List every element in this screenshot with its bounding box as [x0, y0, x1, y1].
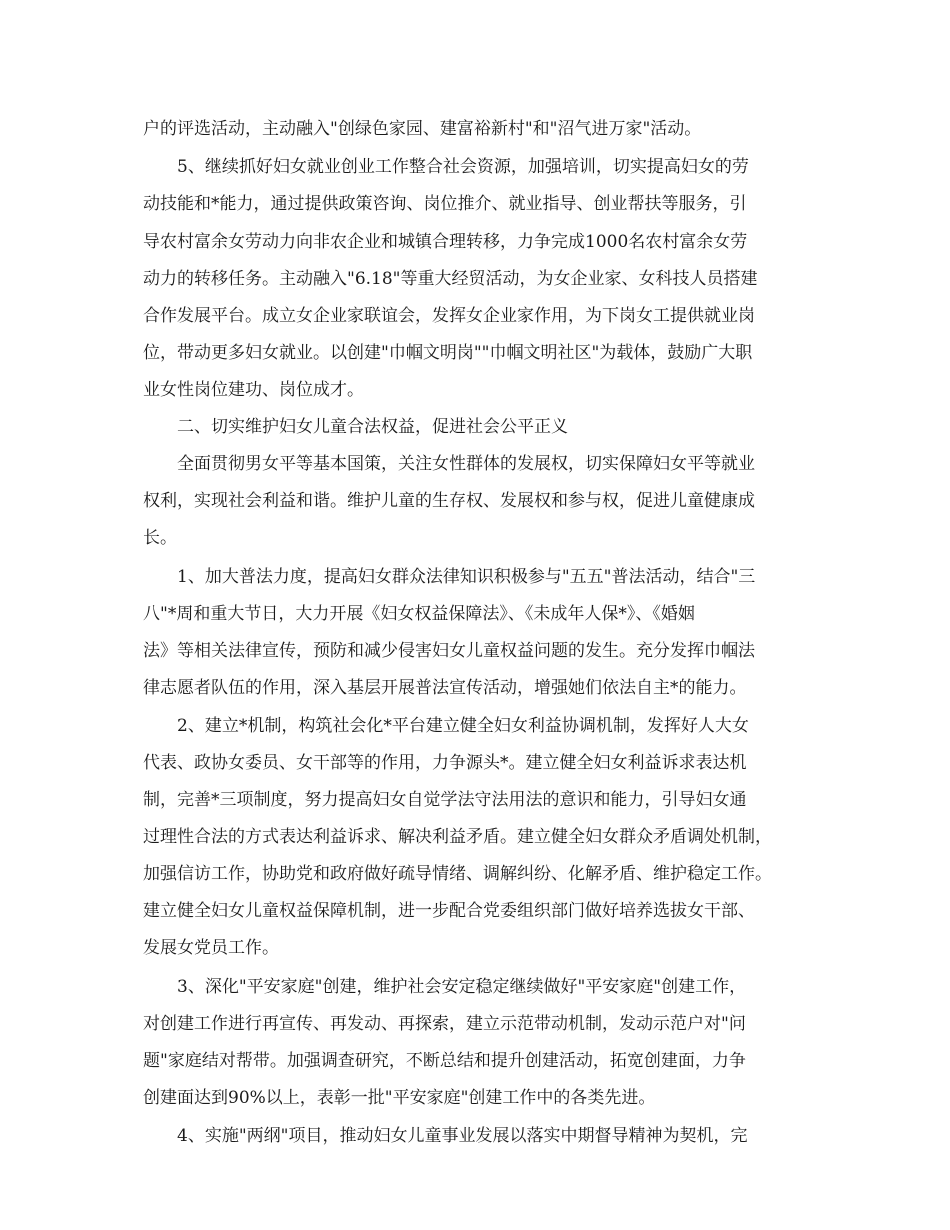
text-line: 法》等相关法律宣传，预防和减少侵害妇女儿童权益问题的发生。充分发挥巾帼法	[143, 641, 755, 661]
text-line: 代表、政协女委员、女干部等的作用，力争源头*。建立健全妇女利益诉求表达机	[143, 753, 747, 773]
text-line: 导农村富余女劳动力向非农企业和城镇合理转移，力争完成1000名农村富余女劳	[143, 232, 748, 252]
text-line: 2、建立*机制，构筑社会化*平台建立健全妇女利益协调机制，发挥好人大女	[177, 716, 749, 736]
text-line: 动技能和*能力，通过提供政策咨询、岗位推介、就业指导、创业帮扶等服务，引	[143, 194, 747, 214]
text-line: 制，完善*三项制度，努力提高妇女自觉学法守法用法的意识和能力，引导妇女通	[143, 790, 747, 810]
text-line: 位，带动更多妇女就业。以创建"巾帼文明岗""巾帼文明社区"为载体，鼓励广大职	[143, 343, 753, 363]
text-line: 动力的转移任务。主动融入"6.18"等重大经贸活动，为女企业家、女科技人员搭建	[143, 269, 758, 289]
text-line: 权利，实现社会利益和谐。维护儿童的生存权、发展权和参与权，促进儿童健康成	[143, 491, 755, 511]
text-line: 全面贯彻男女平等基本国策，关注女性群体的发展权，切实保障妇女平等就业	[177, 454, 755, 474]
text-line: 过理性合法的方式表达利益诉求、解决利益矛盾。建立健全妇女群众矛盾调处机制，	[143, 827, 772, 847]
text-line: 题"家庭结对帮带。加强调查研究，不断总结和提升创建活动，拓宽创建面，力争	[143, 1051, 746, 1071]
text-line: 1、加大普法力度，提高妇女群众法律知识积极参与"五五"普法活动，结合"三	[177, 567, 756, 587]
text-line: 长。	[143, 528, 177, 548]
text-line: 发展女党员工作。	[143, 938, 279, 958]
text-line: 户的评选活动，主动融入"创绿色家园、建富裕新村"和"沼气进万家"活动。	[143, 119, 702, 139]
text-line: 对创建工作进行再宣传、再发动、再探索，建立示范带动机制，发动示范户对"问	[143, 1014, 746, 1034]
text-line: 律志愿者队伍的作用，深入基层开展普法宣传活动，增强她们依法自主*的能力。	[143, 678, 747, 698]
text-line: 5、继续抓好妇女就业创业工作整合社会资源，加强培训，切实提高妇女的劳	[177, 157, 749, 177]
text-line: 八"*周和重大节日，大力开展《妇女权益保障法》、《未成年人保*》、《婚姻	[143, 604, 695, 624]
text-line: 业女性岗位建功、岗位成才。	[143, 380, 364, 400]
text-line: 创建面达到90%以上，表彰一批"平安家庭"创建工作中的各类先进。	[143, 1088, 656, 1108]
text-line: 4、实施"两纲"项目，推动妇女儿童事业发展以落实中期督导精神为契机，完	[177, 1126, 748, 1146]
text-line: 合作发展平台。成立女企业家联谊会，发挥女企业家作用，为下岗女工提供就业岗	[143, 306, 755, 326]
text-line: 3、深化"平安家庭"创建，维护社会安定稳定继续做好"平安家庭"创建工作，	[177, 977, 747, 997]
text-line: 加强信访工作，协助党和政府做好疏导情绪、调解纠纷、化解矛盾、维护稳定工作。	[143, 864, 772, 884]
text-line: 建立健全妇女儿童权益保障机制，进一步配合党委组织部门做好培养选拔女干部、	[143, 901, 755, 921]
section-heading: 二、切实维护妇女儿童合法权益，促进社会公平正义	[177, 417, 568, 437]
